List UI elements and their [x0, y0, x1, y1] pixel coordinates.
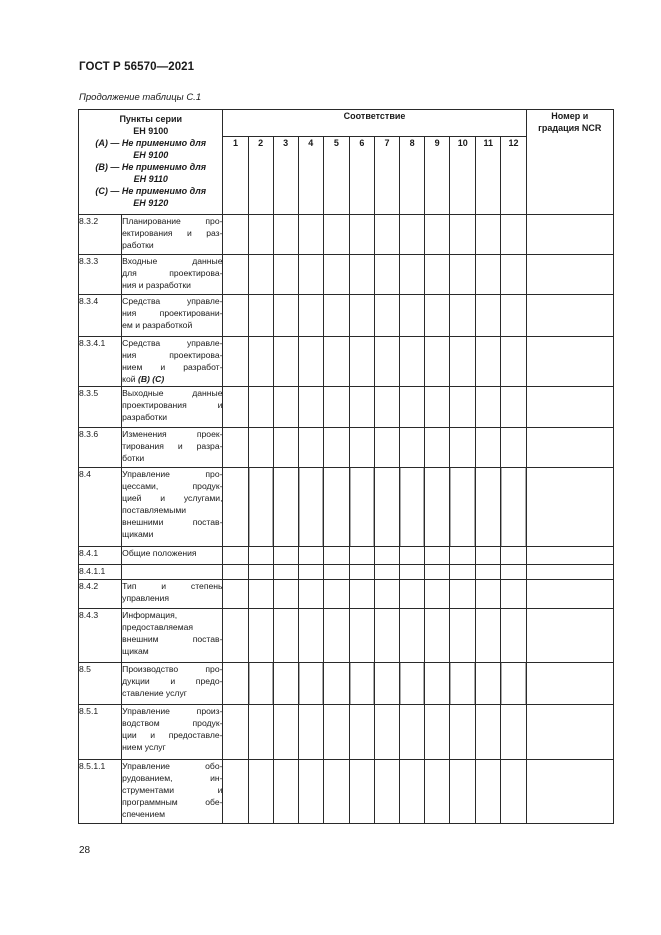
- ncr-cell[interactable]: [526, 387, 613, 428]
- conformity-cell[interactable]: [425, 337, 450, 387]
- conformity-cell[interactable]: [450, 255, 476, 295]
- conformity-cell[interactable]: [248, 580, 273, 609]
- conformity-cell[interactable]: [273, 215, 298, 255]
- conformity-cell[interactable]: [298, 337, 323, 387]
- conformity-cell[interactable]: [374, 337, 399, 387]
- conformity-cell[interactable]: [501, 760, 526, 824]
- clause-title-line: Общие положения: [122, 548, 197, 558]
- conformity-cell[interactable]: [425, 663, 450, 705]
- clause-title: [122, 580, 223, 609]
- conformity-cell[interactable]: [298, 295, 323, 337]
- conformity-cell[interactable]: [425, 580, 450, 609]
- clause-title-line: спечением: [122, 809, 166, 819]
- clause-title: [122, 663, 223, 705]
- conformity-cell[interactable]: [298, 387, 323, 428]
- conformity-cell[interactable]: [248, 705, 273, 760]
- conformity-cell[interactable]: [476, 547, 501, 565]
- conformity-cell[interactable]: [323, 609, 349, 663]
- conformity-cell[interactable]: [400, 580, 425, 609]
- clause-title-line: Управление про-: [122, 469, 223, 479]
- conformity-cell[interactable]: [323, 295, 349, 337]
- conformity-cell[interactable]: [425, 609, 450, 663]
- clause-title-line: Средства управле-: [122, 338, 223, 348]
- conformity-cell[interactable]: [223, 565, 248, 580]
- conformity-cell[interactable]: [476, 255, 501, 295]
- conformity-cell[interactable]: [349, 760, 374, 824]
- conformity-cell[interactable]: [323, 428, 349, 468]
- clause-title-line: щиками: [122, 529, 154, 539]
- clause-title-line: ставление услуг: [122, 688, 187, 698]
- conformity-cell[interactable]: [349, 295, 374, 337]
- conformity-cell[interactable]: [349, 663, 374, 705]
- clause-title: [122, 255, 223, 295]
- clause-number: 8.3.4.1: [79, 337, 122, 387]
- conformity-cell[interactable]: [223, 215, 248, 255]
- conformity-cell[interactable]: [323, 705, 349, 760]
- conformity-cell[interactable]: [374, 547, 399, 565]
- conformity-cell[interactable]: [273, 295, 298, 337]
- conformity-cell[interactable]: [349, 215, 374, 255]
- page-number: 28: [79, 845, 91, 856]
- conformity-cell[interactable]: [400, 295, 425, 337]
- conformity-cell[interactable]: [223, 547, 248, 565]
- clause-title-line: Выходные данные: [122, 388, 223, 398]
- conformity-cell[interactable]: [450, 387, 476, 428]
- conformity-cell[interactable]: [273, 663, 298, 705]
- clause-title-line: Управление произ-: [122, 706, 223, 716]
- clause-title: [122, 705, 223, 760]
- clause-title-line: Входные данные: [122, 256, 223, 266]
- conformity-cell[interactable]: [298, 565, 323, 580]
- clause-title: [122, 387, 223, 428]
- conformity-cell[interactable]: [501, 337, 526, 387]
- clause-number: 8.4.1.1: [79, 565, 122, 580]
- table-row: [79, 468, 614, 547]
- clause-title-line: [122, 373, 222, 385]
- conformity-cell[interactable]: [298, 255, 323, 295]
- conformity-number-header: 11: [476, 137, 501, 215]
- conformity-number-header: 3: [273, 137, 298, 215]
- clause-title-line: рудованием, ин-: [122, 773, 223, 783]
- clause-title: [122, 609, 223, 663]
- conformity-cell[interactable]: [298, 663, 323, 705]
- conformity-cell[interactable]: [273, 760, 298, 824]
- ncr-cell[interactable]: [526, 295, 613, 337]
- clause-number: 8.3.4: [79, 295, 122, 337]
- conformity-cell[interactable]: [501, 705, 526, 760]
- conformity-cell[interactable]: [476, 663, 501, 705]
- conformity-cell[interactable]: [223, 580, 248, 609]
- conformity-number-header: 1: [223, 137, 248, 215]
- clauses-header-title: Пункты серии ЕН 9100: [119, 114, 183, 136]
- clause-title-line: управления: [122, 593, 170, 603]
- ncr-cell[interactable]: [526, 468, 613, 547]
- conformity-cell[interactable]: [450, 760, 476, 824]
- header-row-top: [79, 110, 614, 137]
- conformity-cell[interactable]: [374, 663, 399, 705]
- conformity-number-header: 10: [450, 137, 476, 215]
- table-row: [79, 295, 614, 337]
- conformity-cell[interactable]: [248, 468, 273, 547]
- conformity-cell[interactable]: [425, 215, 450, 255]
- conformity-cell[interactable]: [400, 565, 425, 580]
- conformity-cell[interactable]: [273, 565, 298, 580]
- clause-number: 8.4.2: [79, 580, 122, 609]
- conformity-cell[interactable]: [349, 565, 374, 580]
- conformity-cell[interactable]: [349, 255, 374, 295]
- conformity-cell[interactable]: [298, 215, 323, 255]
- conformity-cell[interactable]: [248, 609, 273, 663]
- clause-title-line: щикам: [122, 646, 149, 656]
- conformity-cell[interactable]: [450, 609, 476, 663]
- conformity-table: [78, 109, 614, 824]
- clause-number: 8.4: [79, 468, 122, 547]
- clause-title-line: водством продук-: [122, 718, 223, 728]
- conformity-cell[interactable]: [400, 663, 425, 705]
- conformity-cell[interactable]: [323, 255, 349, 295]
- clause-title-line: ния проектировани-: [122, 308, 223, 318]
- clause-title-line: Планирование про-: [122, 216, 223, 226]
- conformity-cell[interactable]: [298, 547, 323, 565]
- table-row: [79, 547, 614, 565]
- conformity-cell[interactable]: [476, 565, 501, 580]
- clause-number: 8.3.5: [79, 387, 122, 428]
- document-number: ГОСТ Р 56570—2021: [79, 61, 195, 73]
- conformity-cell[interactable]: [248, 565, 273, 580]
- table-row: [79, 580, 614, 609]
- clause-title-line: Средства управле-: [122, 296, 223, 306]
- conformity-cell[interactable]: [450, 295, 476, 337]
- ncr-cell[interactable]: [526, 580, 613, 609]
- conformity-cell[interactable]: [501, 387, 526, 428]
- conformity-cell[interactable]: [501, 428, 526, 468]
- conformity-cell[interactable]: [349, 387, 374, 428]
- ncr-cell[interactable]: [526, 705, 613, 760]
- conformity-cell[interactable]: [298, 760, 323, 824]
- conformity-cell[interactable]: [273, 468, 298, 547]
- clause-title-line: внешним постав-: [122, 634, 223, 644]
- clause-title-line: нием и разработ-: [122, 362, 223, 372]
- conformity-header: Соответствие: [223, 110, 526, 137]
- clause-title: [122, 337, 223, 387]
- clause-number: 8.4.1: [79, 547, 122, 565]
- conformity-cell[interactable]: [400, 255, 425, 295]
- conformity-cell[interactable]: [349, 547, 374, 565]
- conformity-cell[interactable]: [374, 295, 399, 337]
- conformity-cell[interactable]: [273, 387, 298, 428]
- conformity-cell[interactable]: [374, 215, 399, 255]
- conformity-cell[interactable]: [349, 705, 374, 760]
- table-row: [79, 215, 614, 255]
- table-row: [79, 705, 614, 760]
- conformity-cell[interactable]: [450, 337, 476, 387]
- conformity-cell[interactable]: [349, 337, 374, 387]
- clause-title-line: программным обе-: [122, 797, 223, 807]
- table-row: [79, 428, 614, 468]
- clause-title-line: ции и предоставле-: [122, 730, 223, 740]
- table-row: [79, 760, 614, 824]
- conformity-cell[interactable]: [298, 428, 323, 468]
- conformity-number-header: 2: [248, 137, 273, 215]
- clause-title-line: разработки: [122, 412, 168, 422]
- conformity-cell[interactable]: [400, 468, 425, 547]
- clause-number: 8.4.3: [79, 609, 122, 663]
- conformity-cell[interactable]: [425, 387, 450, 428]
- conformity-cell[interactable]: [476, 580, 501, 609]
- clause-number: 8.5.1.1: [79, 760, 122, 824]
- ncr-cell[interactable]: [526, 760, 613, 824]
- conformity-cell[interactable]: [501, 468, 526, 547]
- conformity-cell[interactable]: [223, 663, 248, 705]
- conformity-cell[interactable]: [476, 705, 501, 760]
- conformity-number-header: 6: [349, 137, 374, 215]
- conformity-cell[interactable]: [248, 337, 273, 387]
- conformity-cell[interactable]: [501, 609, 526, 663]
- ncr-cell[interactable]: [526, 428, 613, 468]
- ncr-header: Номер и градация NCR: [526, 110, 613, 215]
- conformity-cell[interactable]: [323, 547, 349, 565]
- conformity-cell[interactable]: [273, 428, 298, 468]
- conformity-cell[interactable]: [450, 580, 476, 609]
- clause-title-line: нием услуг: [122, 742, 166, 752]
- clause-title: [122, 547, 223, 565]
- conformity-cell[interactable]: [323, 760, 349, 824]
- not-applicable-marker: (В) (С): [137, 374, 165, 384]
- conformity-cell[interactable]: [248, 428, 273, 468]
- conformity-cell[interactable]: [349, 428, 374, 468]
- conformity-cell[interactable]: [450, 547, 476, 565]
- conformity-cell[interactable]: [425, 295, 450, 337]
- conformity-cell[interactable]: [273, 255, 298, 295]
- conformity-cell[interactable]: [223, 468, 248, 547]
- conformity-cell[interactable]: [273, 547, 298, 565]
- conformity-cell[interactable]: [323, 663, 349, 705]
- conformity-cell[interactable]: [273, 580, 298, 609]
- conformity-cell[interactable]: [425, 547, 450, 565]
- conformity-cell[interactable]: [425, 468, 450, 547]
- conformity-cell[interactable]: [425, 705, 450, 760]
- clause-title-line: цессами, продук-: [122, 481, 223, 491]
- clause-number: 8.5: [79, 663, 122, 705]
- conformity-cell[interactable]: [374, 468, 399, 547]
- clause-title-line: поставляемыми: [122, 505, 187, 515]
- conformity-cell[interactable]: [374, 609, 399, 663]
- table-continuation-caption: Продолжение таблицы С.1: [79, 92, 202, 103]
- conformity-cell[interactable]: [374, 580, 399, 609]
- clause-title-line: Производство про-: [122, 664, 223, 674]
- ncr-cell[interactable]: [526, 255, 613, 295]
- clause-title: [122, 295, 223, 337]
- ncr-cell[interactable]: [526, 609, 613, 663]
- conformity-cell[interactable]: [223, 760, 248, 824]
- conformity-cell[interactable]: [323, 468, 349, 547]
- conformity-cell[interactable]: [476, 428, 501, 468]
- table-row: [79, 663, 614, 705]
- conformity-number-header: 5: [323, 137, 349, 215]
- conformity-cell[interactable]: [425, 565, 450, 580]
- conformity-cell[interactable]: [400, 428, 425, 468]
- conformity-cell[interactable]: [400, 337, 425, 387]
- conformity-cell[interactable]: [374, 565, 399, 580]
- conformity-number-header: 12: [501, 137, 526, 215]
- conformity-cell[interactable]: [374, 428, 399, 468]
- conformity-cell[interactable]: [400, 215, 425, 255]
- conformity-cell[interactable]: [450, 428, 476, 468]
- conformity-cell[interactable]: [476, 215, 501, 255]
- conformity-cell[interactable]: [273, 705, 298, 760]
- conformity-cell[interactable]: [501, 547, 526, 565]
- conformity-cell[interactable]: [223, 337, 248, 387]
- clause-number: 8.3.3: [79, 255, 122, 295]
- conformity-cell[interactable]: [323, 215, 349, 255]
- clause-title-line: ния проектирова-: [122, 350, 223, 360]
- conformity-cell[interactable]: [323, 337, 349, 387]
- clause-title-line: для проектирова-: [122, 268, 223, 278]
- conformity-cell[interactable]: [223, 428, 248, 468]
- conformity-cell[interactable]: [298, 609, 323, 663]
- conformity-cell[interactable]: [248, 295, 273, 337]
- clause-number: 8.5.1: [79, 705, 122, 760]
- conformity-cell[interactable]: [223, 705, 248, 760]
- conformity-cell[interactable]: [476, 295, 501, 337]
- conformity-cell[interactable]: [501, 663, 526, 705]
- ncr-cell[interactable]: [526, 663, 613, 705]
- conformity-cell[interactable]: [501, 565, 526, 580]
- clause-title-line: цией и услугами,: [122, 493, 223, 503]
- ncr-cell[interactable]: [526, 337, 613, 387]
- table-row: [79, 565, 614, 580]
- conformity-cell[interactable]: [476, 468, 501, 547]
- conformity-cell[interactable]: [323, 580, 349, 609]
- clause-title: [122, 215, 223, 255]
- conformity-cell[interactable]: [248, 760, 273, 824]
- conformity-cell[interactable]: [298, 580, 323, 609]
- conformity-cell[interactable]: [349, 580, 374, 609]
- clauses-header-notes: (А) — Не применимо для ЕН 9100 (В) — Не применимо для ЕН 9110 (С) — Не применимо для ЕН 9120: [95, 138, 207, 208]
- conformity-cell[interactable]: [400, 705, 425, 760]
- conformity-cell[interactable]: [425, 428, 450, 468]
- clause-title-line: Информация,: [122, 610, 178, 620]
- clause-title-line: работки: [122, 240, 154, 250]
- conformity-cell[interactable]: [323, 565, 349, 580]
- clause-title: [122, 565, 223, 580]
- conformity-cell[interactable]: [248, 255, 273, 295]
- clause-number: 8.3.6: [79, 428, 122, 468]
- clause-title: [122, 468, 223, 547]
- clause-title-line: ектирования и раз-: [122, 228, 223, 238]
- conformity-cell[interactable]: [476, 760, 501, 824]
- conformity-number-header: 4: [298, 137, 323, 215]
- conformity-cell[interactable]: [450, 565, 476, 580]
- conformity-cell[interactable]: [476, 337, 501, 387]
- ncr-cell[interactable]: [526, 565, 613, 580]
- conformity-cell[interactable]: [450, 468, 476, 547]
- conformity-cell[interactable]: [298, 705, 323, 760]
- conformity-cell[interactable]: [374, 705, 399, 760]
- table-row: [79, 255, 614, 295]
- clauses-header: [79, 110, 223, 215]
- clause-title-line: ем и разработкой: [122, 320, 193, 330]
- conformity-cell[interactable]: [223, 387, 248, 428]
- conformity-cell[interactable]: [400, 547, 425, 565]
- conformity-cell[interactable]: [248, 663, 273, 705]
- conformity-cell[interactable]: [374, 760, 399, 824]
- conformity-cell[interactable]: [223, 255, 248, 295]
- table-row: [79, 387, 614, 428]
- conformity-number-header: 7: [374, 137, 399, 215]
- clause-title-line: струментами и: [122, 785, 223, 795]
- conformity-cell[interactable]: [450, 215, 476, 255]
- conformity-cell[interactable]: [223, 609, 248, 663]
- conformity-cell[interactable]: [400, 760, 425, 824]
- clause-title-line: внешними постав-: [122, 517, 223, 527]
- table-row: [79, 337, 614, 387]
- conformity-cell[interactable]: [501, 295, 526, 337]
- conformity-cell[interactable]: [273, 337, 298, 387]
- clause-title-line: проектирования и: [122, 400, 223, 410]
- conformity-cell[interactable]: [223, 295, 248, 337]
- conformity-number-header: 8: [400, 137, 425, 215]
- clause-title-line: предоставляемая: [122, 622, 194, 632]
- conformity-cell[interactable]: [323, 387, 349, 428]
- clause-title-line: дукции и предо-: [122, 676, 223, 686]
- conformity-cell[interactable]: [425, 760, 450, 824]
- clause-title-line: тирования и разра-: [122, 441, 223, 451]
- conformity-cell[interactable]: [450, 663, 476, 705]
- ncr-cell[interactable]: [526, 547, 613, 565]
- clause-title-line: Изменения проек-: [122, 429, 223, 439]
- conformity-cell[interactable]: [298, 468, 323, 547]
- conformity-cell[interactable]: [349, 468, 374, 547]
- clause-number: 8.3.2: [79, 215, 122, 255]
- conformity-cell[interactable]: [248, 215, 273, 255]
- conformity-cell[interactable]: [374, 387, 399, 428]
- conformity-cell[interactable]: [501, 580, 526, 609]
- conformity-number-header: 9: [425, 137, 450, 215]
- conformity-cell[interactable]: [400, 387, 425, 428]
- conformity-cell[interactable]: [476, 609, 501, 663]
- table-row: [79, 609, 614, 663]
- conformity-cell[interactable]: [450, 705, 476, 760]
- clause-title-line: ботки: [122, 453, 145, 463]
- clause-title: [122, 760, 223, 824]
- ncr-cell[interactable]: [526, 215, 613, 255]
- clause-title-line: ния и разработки: [122, 280, 191, 290]
- conformity-cell[interactable]: [476, 387, 501, 428]
- conformity-cell[interactable]: [425, 255, 450, 295]
- conformity-cell[interactable]: [248, 387, 273, 428]
- conformity-cell[interactable]: [248, 547, 273, 565]
- conformity-cell[interactable]: [374, 255, 399, 295]
- conformity-cell[interactable]: [501, 215, 526, 255]
- clause-title-line: Управление обо-: [122, 761, 223, 771]
- conformity-cell[interactable]: [273, 609, 298, 663]
- clause-title-line: Тип и степень: [122, 581, 223, 591]
- conformity-cell[interactable]: [501, 255, 526, 295]
- conformity-cell[interactable]: [349, 609, 374, 663]
- clause-title: [122, 428, 223, 468]
- conformity-cell[interactable]: [400, 609, 425, 663]
- clause-title-text: кой: [122, 374, 138, 384]
